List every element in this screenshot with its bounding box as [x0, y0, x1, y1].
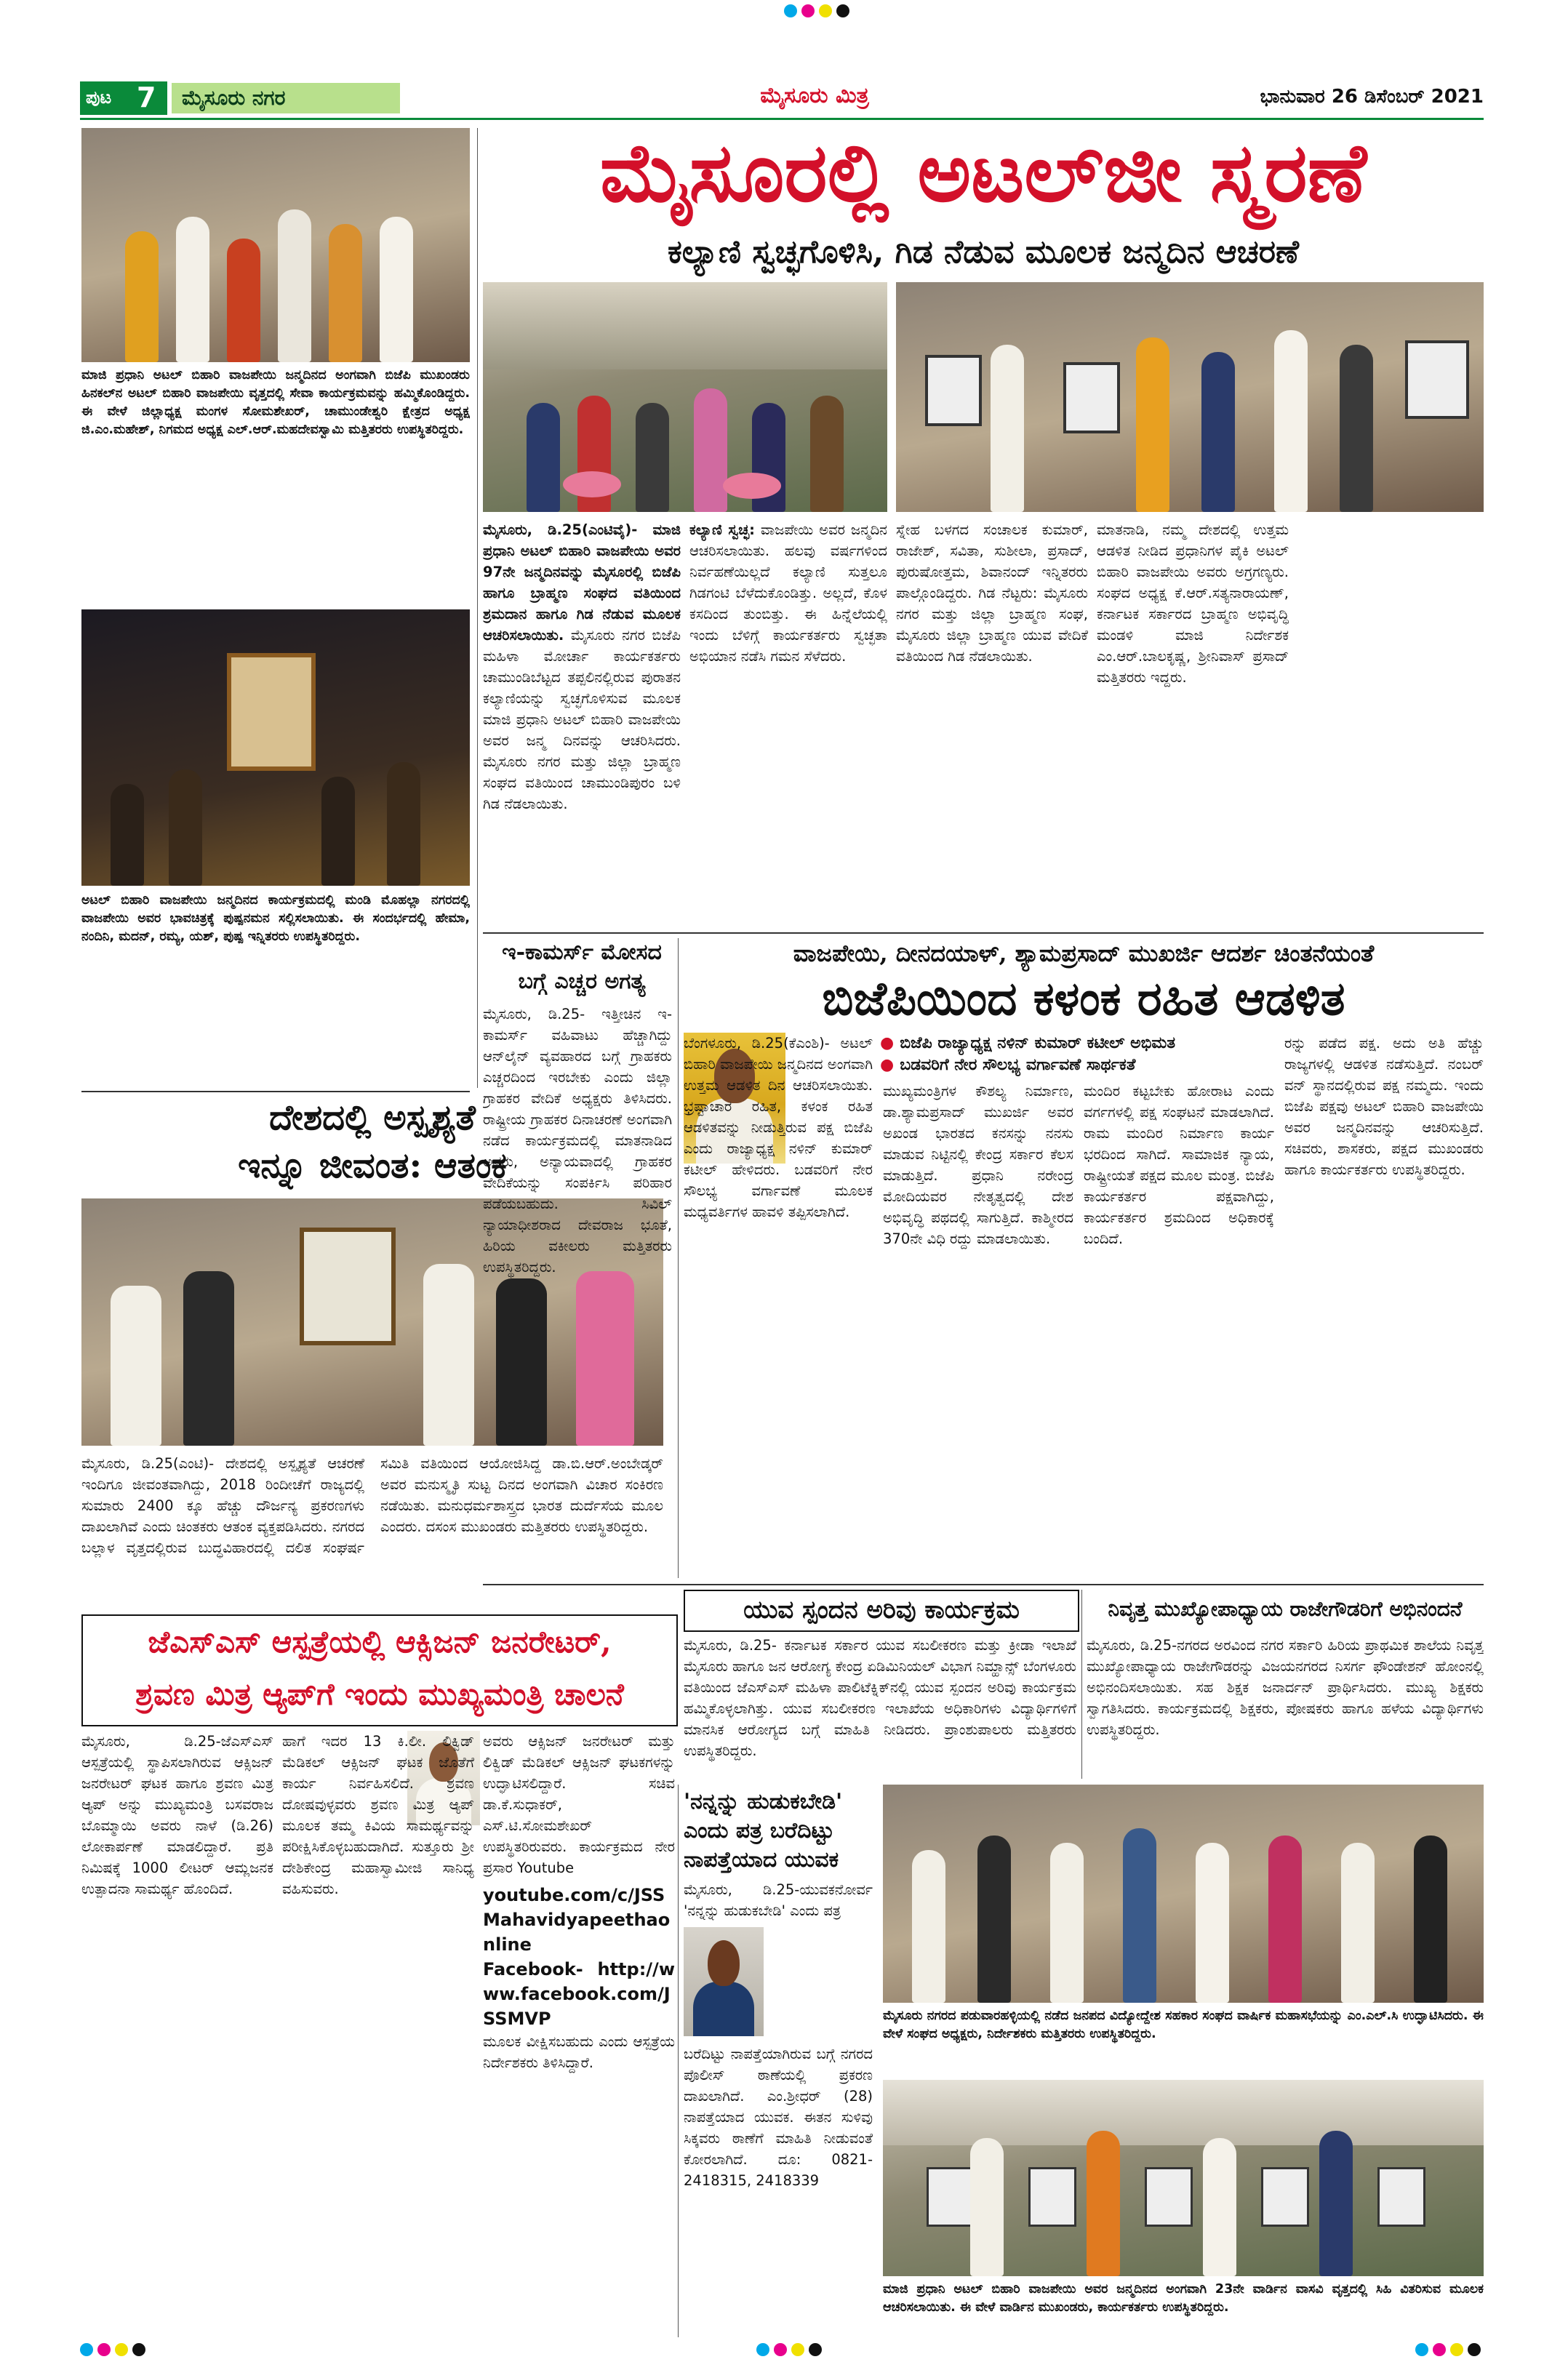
- registration-dot: [80, 2343, 93, 2356]
- lead-subhead: ಕಲ್ಯಾಣಿ ಸ್ವಚ್ಛಗೊಳಿಸಿ, ಗಿಡ ನೆಡುವ ಮೂಲಕ ಜನ್ಮದಿನ ಆಚರಣೆ: [667, 233, 1300, 271]
- jss-col-3: [483, 1731, 675, 2334]
- caption-right-1: ಮೈಸೂರು ನಗರದ ಪಡುವಾರಹಳ್ಳಿಯಲ್ಲಿ ನಡೆದ ಜನಪದ ವಿದ್ಯೋದ್ದೇಶ ಸಹಕಾರ ಸಂಘದ ವಾರ್ಷಿಕ ಮಹಾಸಭೆಯನ್ನು ಎಂ.ಎಲ್.ಸಿ ಉದ್ಘಾಟಿಸಿದರು. ಈ ವೇಳೆ ಸಂಘದ ಅಧ್ಯಕ್ಷರು, ನಿರ್ದೇಶಕರು ಮತ್ತಿತರರು ಉಪಸ್ಥಿತರಿದ್ದರು.: [883, 2009, 1484, 2041]
- bjp-kicker: ವಾಜಪೇಯಿ, ದೀನದಯಾಳ್, ಶ್ಯಾಮಪ್ರಸಾದ್ ಮುಖರ್ಜಿ ಆದರ್ಶ ಚಿಂತನೆಯಂತೆ: [793, 940, 1375, 967]
- divider: [483, 1584, 1484, 1585]
- jss-headline-2: ಶ್ರವಣ ಮಿತ್ರ ಆ್ಯಪ್‌ಗೆ ಇಂದು ಮುಖ್ಯಮಂತ್ರಿ ಚಾಲನೆ: [135, 1676, 624, 1712]
- article-youth: ಮೈಸೂರು, ಡಿ.25- ಕರ್ನಾಟಕ ಸರ್ಕಾರ ಯುವ ಸಬಲೀಕರಣ ಮತ್ತು ಕ್ರೀಡಾ ಇಲಾಖೆ ಮೈಸೂರು ಹಾಗೂ ಜನ ಆರೋಗ್ಯ ಕೇಂದ್ರ ಏಡಿಮಿನಿಯಲ್ ವಿಭಾಗ ನಿಮ್ಹಾನ್ಸ್ ಬೆಂಗಳೂರು ವತಿಯಿಂದ ಜೆಎಸ್‌ಎಸ್ ಮಹಿಳಾ ಪಾಲಿಟೆಕ್ನಿಕ್‌ನಲ್ಲಿ ಯುವ ಸ್ಪಂದನ ಅರಿವು ಕಾರ್ಯಕ್ರಮ ಹಮ್ಮಿಕೊಳ್ಳಲಾಗಿತ್ತು. ಯುವ ಸಬಲೀಕರಣ ಇಲಾಖೆಯ ಅಧಿಕಾರಿಗಳು ವಿದ್ಯಾರ್ಥಿಗಳಿಗೆ ಮಾನಸಿಕ ಆರೋಗ್ಯದ ಬಗ್ಗೆ ಮಾಹಿತಿ ನೀಡಿದರು. ಪ್ರಾಂಶುಪಾಲರು ಮತ್ತಿತರರು ಉಪಸ್ಥಿತರಿದ್ದರು.: [684, 1637, 1076, 1759]
- photo-tree-planting: [896, 282, 1484, 512]
- article-untouchability: ಮೈಸೂರು, ಡಿ.25(ಎಂಟಿ)- ದೇಶದಲ್ಲಿ ಅಸ್ಪೃಶ್ಯತೆ ಆಚರಣೆ ಇಂದಿಗೂ ಜೀವಂತವಾಗಿದ್ದು, 2018 ರಿಂದೀಚೆಗೆ ರಾಜ್ಯದಲ್ಲಿ ಸುಮಾರು 2400 ಕ್ಕೂ ಹೆಚ್ಚು ದೌರ್ಜನ್ಯ ಪ್ರಕರಣಗಳು ದಾಖಲಾಗಿವೆ ಎಂದು ಚಿಂತಕರು ಆತಂಕ ವ್ಯಕ್ತಪಡಿಸಿದರು. ನಗರದ ಬಲ್ಲಾಳ ವೃತ್ತದಲ್ಲಿರುವ ಬುದ್ಧವಿಹಾರದಲ್ಲಿ ದಲಿತ ಸಂಘರ್ಷ ಸಮಿತಿ ವತಿಯಿಂದ ಆಯೋಜಿಸಿದ್ದ ಡಾ.ಬಿ.ಆರ್.ಅಂಬೇಡ್ಕರ್ ಅವರ ಮನುಸ್ಮೃತಿ ಸುಟ್ಟ ದಿನದ ಅಂಗವಾಗಿ ವಿಚಾರ ಸಂಕಿರಣ ನಡೆಯಿತು. ಮನುಧರ್ಮಶಾಸ್ತ್ರದ ಭಾರತ ದುರ್ದೆಸೆಯ ಮೂಲ ಎಂದರು. ದಸಂಸ ಮುಖಂಡರು ಮತ್ತಿತರರು ಉಪಸ್ಥಿತರಿದ್ದರು.: [81, 1455, 663, 1556]
- missing-body: ಬರೆದಿಟ್ಟು ನಾಪತ್ತೆಯಾಗಿರುವ ಬಗ್ಗೆ ನಗರದ ಪೊಲೀಸ್ ಠಾಣೆಯಲ್ಲಿ ಪ್ರಕರಣ ದಾಖಲಾಗಿದೆ. ಎಂ.ಶ್ರೀಧರ್ (28) ನಾಪತ್ತೆಯಾದ ಯುವಕ. ಈತನ ಸುಳಿವು ಸಿಕ್ಕವರು ಠಾಣೆಗೆ ಮಾಹಿತಿ ನೀಡುವಂತೆ ಕೋರಲಾಗಿದೆ. ದೂ: 0821-2418315, 2418339: [684, 2046, 873, 2189]
- bjp-bullet-1: ● ಬಿಜೆಪಿ ರಾಜ್ಯಾಧ್ಯಕ್ಷ ನಳಿನ್ ಕುಮಾರ್ ಕಟೀಲ್ ಅಭಿಮತ: [880, 1033, 1484, 1054]
- issue-date: ಭಾನುವಾರ 26 ಡಿಸೆಂಬರ್ 2021: [1260, 86, 1484, 108]
- photo-night-vigil: [81, 609, 470, 886]
- page-label: ಪುಟ: [86, 87, 112, 108]
- paper-name: ಮೈಸೂರು ಮಿತ್ರ: [760, 83, 869, 108]
- divider: [483, 932, 1484, 934]
- article-ecommerce-text: ಮೈಸೂರು, ಡಿ.25- ಇತ್ತೀಚಿನ ಇ-ಕಾಮರ್ಸ್ ವಹಿವಾಟು ಹೆಚ್ಚಾಗಿದ್ದು ಆನ್‌ಲೈನ್ ವ್ಯವಹಾರದ ಬಗ್ಗೆ ಗ್ರಾಹಕರು ಎಚ್ಚರದಿಂದ ಇರಬೇಕು ಎಂದು ಜಿಲ್ಲಾ ಗ್ರಾಹಕರ ವೇದಿಕೆ ಅಧ್ಯಕ್ಷರು ತಿಳಿಸಿದರು. ರಾಷ್ಟ್ರೀಯ ಗ್ರಾಹಕರ ದಿನಾಚರಣೆ ಅಂಗವಾಗಿ ನಡೆದ ಕಾರ್ಯಕ್ರಮದಲ್ಲಿ ಮಾತನಾಡಿದ ಅವರು, ಅನ್ಯಾಯವಾದಲ್ಲಿ ಗ್ರಾಹಕರ ವೇದಿಕೆಯನ್ನು ಸಂಪರ್ಕಿಸಿ ಪರಿಹಾರ ಪಡೆಯಬಹುದು. ಸಿವಿಲ್ ನ್ಯಾಯಾಧೀಶರಾದ ದೇವರಾಜ ಭೂತೆ, ಹಿರಿಯ ವಕೀಲರು ಮತ್ತಿತರರು ಉಪಸ್ಥಿತರಿದ್ದರು.: [483, 1006, 672, 1276]
- registration-dot: [1415, 2343, 1428, 2356]
- jss-headline-box: [81, 1614, 678, 1726]
- headline-untouchability-2: ಇನ್ನೂ ಜೀವಂತ: ಆತಂಕ: [238, 1145, 507, 1186]
- lead-inline-heading: ಕಲ್ಯಾಣಿ ಸ್ವಚ್ಛ:: [689, 521, 755, 538]
- caption-right-2: ಮಾಜಿ ಪ್ರಧಾನಿ ಅಟಲ್ ಬಿಹಾರಿ ವಾಜಪೇಯಿ ಅವರ ಜನ್ಮದಿನದ ಅಂಗವಾಗಿ 23ನೇ ವಾರ್ಡಿನ ವಾಸವಿ ವೃತ್ತದಲ್ಲಿ ಸಿಹಿ ವಿತರಿಸುವ ಮೂಲಕ ಆಚರಿಸಲಾಯಿತು. ಈ ವೇಳೆ ವಾರ್ಡಿನ ಮುಖಂಡರು, ಕಾರ್ಯಕರ್ತರು ಉಪಸ್ಥಿತರಿದ್ದರು.: [883, 2282, 1484, 2315]
- photo-atal-tribute-group: [81, 128, 470, 362]
- bjp-col-1: ಬೆಂಗಳೂರು, ಡಿ.25(ಕೆಎಂಶಿ)- ಅಟಲ್ ಬಿಹಾರಿ ವಾಜಪೇಯಿ ಜನ್ಮದಿನದ ಅಂಗವಾಗಿ ಉತ್ತಮ ಆಡಳಿತ ದಿನ ಆಚರಿಸಲಾಯಿತು. ಭ್ರಷ್ಟಾಚಾರ ರಹಿತ, ಕಳಂಕ ರಹಿತ ಆಡಳಿತವನ್ನು ನೀಡುತ್ತಿರುವ ಪಕ್ಷ ಬಿಜೆಪಿ ಎಂದು ರಾಜ್ಯಾಧ್ಯಕ್ಷ ನಳಿನ್ ಕುಮಾರ್ ಕಟೀಲ್ ಹೇಳಿದರು. ಬಡವರಿಗೆ ನೇರ ಸೌಲಭ್ಯ ವರ್ಗಾವಣೆ ಮೂಲಕ ಮಧ್ಯವರ್ತಿಗಳ ಹಾವಳಿ ತಪ್ಪಿಸಲಾಗಿದೆ.: [684, 1035, 873, 1220]
- jss-col-2: ಹಾಗೆ ಇದರ 13 ಕಿ.ಲೀ. ಲಿಕ್ವಿಡ್ ಮೆಡಿಕಲ್ ಆಕ್ಸಿಜನ್ ಘಟಕ ಜೊತೆಗೆ ಕಾರ್ಯ ನಿರ್ವಹಿಸಲಿದೆ. ಶ್ರವಣ ದೋಷವುಳ್ಳವರು ಶ್ರವಣ ಮಿತ್ರ ಆ್ಯಪ್ ಮೂಲಕ ತಮ್ಮ ಕಿವಿಯ ಸಾಮರ್ಥ್ಯವನ್ನು ಪರೀಕ್ಷಿಸಿಕೊಳ್ಳಬಹುದಾಗಿದೆ. ಸುತ್ತೂರು ಶ್ರೀ ದೇಶಿಕೇಂದ್ರ ಮಹಾಸ್ವಾಮೀಜಿ ಸಾನಿಧ್ಯ ವಹಿಸುವರು.: [282, 1733, 474, 1897]
- registration-dot: [791, 2343, 804, 2356]
- bjp-col-3: ಮಂದಿರ ಕಟ್ಟಬೇಕು ಹೋರಾಟ ಎಂದು ವರ್ಗಗಳಲ್ಲಿ ಪಕ್ಷ ಸಂಘಟನೆ ಮಾಡಲಾಗಿದೆ. ರಾಮ ಮಂದಿರ ನಿರ್ಮಾಣ ಕಾರ್ಯ ಭರದಿಂದ ಸಾಗಿದೆ. ಸಾಮಾಜಿಕ ನ್ಯಾಯ, ರಾಷ್ಟ್ರೀಯತೆ ಪಕ್ಷದ ಮೂಲ ಮಂತ್ರ. ಬಿಜೆಪಿ ಕಾರ್ಯಕರ್ತರ ಪಕ್ಷವಾಗಿದ್ದು, ಕಾರ್ಯಕರ್ತರ ಶ್ರಮದಿಂದ ಅಧಿಕಾರಕ್ಕೆ ಬಂದಿದೆ.: [1084, 1083, 1274, 1247]
- divider: [678, 1785, 679, 2337]
- registration-dot: [809, 2343, 822, 2356]
- photo-vasavi-circle: [883, 2080, 1484, 2276]
- section-title: ಮೈಸೂರು ನಗರ: [172, 83, 400, 113]
- photo-cooperative-meeting: [883, 1785, 1484, 2003]
- masthead: [80, 81, 1484, 115]
- jss-col-3-text: ಅವರು ಆಕ್ಸಿಜನ್ ಜನರೇಟರ್ ಮತ್ತು ಲಿಕ್ವಿಡ್ ಮೆಡಿಕಲ್ ಆಕ್ಸಿಜನ್ ಘಟಕಗಳನ್ನು ಉದ್ಘಾಟಿಸಲಿದ್ದಾರೆ. ಸಚಿವ ಡಾ.ಕೆ.ಸುಧಾಕರ್, ಎಸ್.ಟಿ.ಸೋಮಶೇಖರ್ ಉಪಸ್ಥಿತರಿರುವರು. ಕಾರ್ಯಕ್ರಮದ ನೇರ ಪ್ರಸಾರ Youtube: [483, 1733, 675, 1876]
- caption-left-2: ಅಟಲ್ ಬಿಹಾರಿ ವಾಜಪೇಯಿ ಜನ್ಮದಿನದ ಕಾರ್ಯಕ್ರಮದಲ್ಲಿ ಮಂಡಿ ಮೊಹಲ್ಲಾ ನಗರದಲ್ಲಿ ವಾಜಪೇಯಿ ಅವರ ಭಾವಚಿತ್ರಕ್ಕೆ ಪುಷ್ಪನಮನ ಸಲ್ಲಿಸಲಾಯಿತು. ಈ ಸಂದರ್ಭದಲ್ಲಿ ಹೇಮಾ, ನಂದಿನಿ, ಮದನ್, ರಮ್ಯ, ಯಶ್, ಪುಷ್ಪ ಇನ್ನಿತರರು ಉಪಸ್ಥಿತರಿದ್ದರು.: [81, 893, 470, 944]
- headline-ecommerce-2: ಬಗ್ಗೆ ಎಚ್ಚರ ಅಗತ್ಯ: [518, 969, 646, 994]
- headline-untouchability-1: ದೇಶದಲ್ಲಿ ಅಸ್ಪೃಶ್ಯತೆ: [269, 1097, 476, 1138]
- photo-kalyani-cleaning: [483, 282, 887, 512]
- headline-ecommerce-1: ಇ-ಕಾಮರ್ಸ್ ಮೋಸದ: [502, 940, 662, 965]
- jss-facebook-link[interactable]: Facebook- http://www.facebook.com/JSSMVP: [483, 1959, 675, 2029]
- lead-col-4: ಮಾತನಾಡಿ, ನಮ್ಮ ದೇಶದಲ್ಲಿ ಉತ್ತಮ ಆಡಳಿತ ನೀಡಿದ ಪ್ರಧಾನಿಗಳ ಪೈಕಿ ಅಟಲ್ ಬಿಹಾರಿ ವಾಜಪೇಯಿ ಅವರು ಅಗ್ರಗಣ್ಯರು. ಸಂಘದ ಅಧ್ಯಕ್ಷ ಕೆ.ಆರ್.ಸತ್ಯನಾರಾಯಣ್, ಕರ್ನಾಟಕ ಸರ್ಕಾರದ ಬ್ರಾಹ್ಮಣ ಅಭಿವೃದ್ಧಿ ಮಂಡಳಿ ಮಾಜಿ ನಿರ್ದೇಶಕ ಎಂ.ಆರ್.ಬಾಲಕೃಷ್ಣ, ಶ್ರೀನಿವಾಸ್ ಪ್ರಸಾದ್ ಮತ್ತಿತರರು ಇದ್ದರು.: [1097, 521, 1289, 686]
- lead-col-2: [689, 519, 887, 926]
- registration-dot: [774, 2343, 787, 2356]
- youth-headline: ಯುವ ಸ್ಪಂದನ ಅರಿವು ಕಾರ್ಯಕ್ರಮ: [743, 1596, 1020, 1625]
- youth-headline-box: [684, 1590, 1079, 1632]
- registration-dot: [756, 2343, 769, 2356]
- registration-dot: [132, 2343, 145, 2356]
- missing-body-top: ಮೈಸೂರು, ಡಿ.25-ಯುವಕನೋರ್ವ 'ನನ್ನನ್ನು ಹುಡುಕಬೇಡಿ' ಎಂದು ಪತ್ರ: [684, 1881, 873, 1919]
- caption-left-1: ಮಾಜಿ ಪ್ರಧಾನಿ ಅಟಲ್ ಬಿಹಾರಿ ವಾಜಪೇಯಿ ಜನ್ಮದಿನದ ಅಂಗವಾಗಿ ಬಿಜೆಪಿ ಮುಖಂಡರು ಹಿನಕಲ್‌ನ ಅಟಲ್ ಬಿಹಾರಿ ವಾಜಪೇಯಿ ವೃತ್ತದಲ್ಲಿ ಸೇವಾ ಕಾರ್ಯಕ್ರಮವನ್ನು ಹಮ್ಮಿಕೊಂಡಿದ್ದರು. ಈ ವೇಳೆ ಜಿಲ್ಲಾಧ್ಯಕ್ಷ ಮಂಗಳ ಸೋಮಶೇಖರ್, ಚಾಮುಂಡೇಶ್ವರಿ ಕ್ಷೇತ್ರದ ಅಧ್ಯಕ್ಷ ಜಿ.ಎಂ.ಮಹೇಶ್, ನಿಗಮದ ಅಧ್ಯಕ್ಷ ಎಲ್.ಆರ್.ಮಹದೇವಸ್ವಾಮಿ ಮತ್ತಿತರರು ಉಪಸ್ಥಿತರಿದ್ದರು.: [81, 368, 470, 437]
- lead-body-2: ವಾಜಪೇಯಿ ಅವರ ಜನ್ಮದಿನ ಆಚರಿಸಲಾಯಿತು. ಹಲವು ವರ್ಷಗಳಿಂದ ನಿರ್ವಹಣೆಯಿಲ್ಲದೆ ಕಲ್ಯಾಣಿ ಸುತ್ತಲೂ ಗಿಡಗಂಟಿ ಬೆಳೆದುಕೊಂಡಿತ್ತು. ಅಲ್ಲದೆ, ಕೊಳ ಕಸದಿಂದ ತುಂಬಿತ್ತು. ಈ ಹಿನ್ನೆಲೆಯಲ್ಲಿ ಇಂದು ಬೆಳಿಗ್ಗೆ ಕಾರ್ಯಕರ್ತರು ಸ್ವಚ್ಛತಾ ಅಭಿಯಾನ ನಡೆಸಿ ಗಮನ ಸೆಳೆದರು.: [689, 521, 887, 665]
- lead-col-3: ಸ್ನೇಹ ಬಳಗದ ಸಂಚಾಲಕ ಕುಮಾರ್, ರಾಜೇಶ್, ಸವಿತಾ, ಸುಶೀಲಾ, ಪ್ರಸಾದ್, ಪುರುಷೋತ್ತಮ, ಶಿವಾನಂದ್ ಇನ್ನಿತರರು ಪಾಲ್ಗೊಂಡಿದ್ದರು. ಗಿಡ ನೆಟ್ಟರು: ಮೈಸೂರು ನಗರ ಮತ್ತು ಜಿಲ್ಲಾ ಬ್ರಾಹ್ಮಣ ಸಂಘ, ಮೈಸೂರು ಜಿಲ್ಲಾ ಬ್ರಾಹ್ಮಣ ಯುವ ವೇದಿಕೆ ವತಿಯಿಂದ ಗಿಡ ನೆಡಲಾಯಿತು.: [896, 521, 1088, 665]
- divider: [1081, 1590, 1082, 1779]
- jss-youtube-link[interactable]: youtube.com/c/JSSMahavidyapeethaonline: [483, 1885, 671, 1955]
- registration-dot: [1450, 2343, 1463, 2356]
- lead-body-1: ಮೈಸೂರು ನಗರ ಬಿಜೆಪಿ ಮಹಿಳಾ ಮೋರ್ಚಾ ಕಾರ್ಯಕರ್ತರು ಚಾಮುಂಡಿಬೆಟ್ಟದ ತಪ್ಪಲಿನಲ್ಲಿರುವ ಪುರಾತನ ಕಲ್ಯಾಣಿಯನ್ನು ಸ್ವಚ್ಛಗೊಳಿಸುವ ಮೂಲಕ ಮಾಜಿ ಪ್ರಧಾನಿ ಅಟಲ್ ಬಿಹಾರಿ ವಾಜಪೇಯಿ ಅವರ ಜನ್ಮ ದಿನವನ್ನು ಆಚರಿಸಿದರು. ಮೈಸೂರು ನಗರ ಮತ್ತು ಜಿಲ್ಲಾ ಬ್ರಾಹ್ಮಣ ಸಂಘದ ವತಿಯಿಂದ ಚಾಮುಂಡಿಪುರಂ ಬಳಿ ಗಿಡ ನೆಡಲಾಯಿತು.: [483, 627, 681, 812]
- bjp-col-2: ಮುಖ್ಯಮಂತ್ರಿಗಳ ಕೌಶಲ್ಯ ನಿರ್ಮಾಣ, ಡಾ.ಶ್ಯಾಮಪ್ರಸಾದ್ ಮುಖರ್ಜಿ ಅವರ ಅಖಂಡ ಭಾರತದ ಕನಸನ್ನು ನನಸು ಮಾಡುವ ನಿಟ್ಟಿನಲ್ಲಿ ಕೇಂದ್ರ ಸರ್ಕಾರ ಕೆಲಸ ಮಾಡುತ್ತಿದೆ. ಪ್ರಧಾನಿ ನರೇಂದ್ರ ಮೋದಿಯವರ ನೇತೃತ್ವದಲ್ಲಿ ದೇಶ ಅಭಿವೃದ್ಧಿ ಪಥದಲ್ಲಿ ಸಾಗುತ್ತಿದೆ. ಕಾಶ್ಮೀರದ 370ನೇ ವಿಧಿ ರದ್ದು ಮಾಡಲಾಯಿತು.: [883, 1083, 1073, 1247]
- divider: [678, 938, 679, 1578]
- jss-col-3-tail: ಮೂಲಕ ವೀಕ್ಷಿಸಬಹುದು ಎಂದು ಆಸ್ಪತ್ರೆಯ ನಿರ್ದೇಶಕರು ತಿಳಿಸಿದ್ದಾರೆ.: [483, 2033, 675, 2071]
- missing-headline-1: 'ನನ್ನನ್ನು ಹುಡುಕಬೇಡಿ': [684, 1789, 843, 1814]
- registration-dot: [819, 4, 832, 17]
- masthead-rule: [80, 118, 1484, 120]
- page-number-box: [80, 81, 167, 115]
- retired-headline: ನಿವೃತ್ತ ಮುಖ್ಯೋಪಾಧ್ಯಾಯ ರಾಜೇಗೌಡರಿಗೆ ಅಭಿನಂದನೆ: [1108, 1597, 1463, 1621]
- registration-dot: [115, 2343, 128, 2356]
- jss-col-1: ಮೈಸೂರು, ಡಿ.25-ಜೆಎಸ್‌ಎಸ್ ಆಸ್ಪತ್ರೆಯಲ್ಲಿ ಸ್ಥಾಪಿಸಲಾಗಿರುವ ಆಕ್ಸಿಜನ್ ಜನರೇಟರ್ ಘಟಕ ಹಾಗೂ ಶ್ರವಣ ಮಿತ್ರ ಆ್ಯಪ್ ಅನ್ನು ಮುಖ್ಯಮಂತ್ರಿ ಬಸವರಾಜ ಬೊಮ್ಮಾಯಿ ಅವರು ನಾಳೆ (ಡಿ.26) ಲೋಕಾರ್ಪಣೆ ಮಾಡಲಿದ್ದಾರೆ. ಪ್ರತಿ ನಿಮಿಷಕ್ಕೆ 1000 ಲೀಟರ್ ಆಮ್ಲಜನಕ ಉತ್ಪಾದನಾ ಸಾಮರ್ಥ್ಯ ಹೊಂದಿದೆ.: [81, 1733, 273, 1897]
- divider: [477, 128, 478, 1088]
- bjp-col-4: ರನ್ನು ಪಡೆದ ಪಕ್ಷ. ಅದು ಅತಿ ಹೆಚ್ಚು ರಾಜ್ಯಗಳಲ್ಲಿ ಆಡಳಿತ ನಡೆಸುತ್ತಿದೆ. ನಂಬರ್ ವನ್ ಸ್ಥಾನದಲ್ಲಿರುವ ಪಕ್ಷ ನಮ್ಮದು. ಇಂದು ಬಿಜೆಪಿ ಪಕ್ಷವು ಅಟಲ್ ಬಿಹಾರಿ ವಾಜಪೇಯಿ ಅವರ ಜನ್ಮದಿನವನ್ನು ಆಚರಿಸುತ್ತಿದೆ. ಸಚಿವರು, ಶಾಸಕರು, ಪಕ್ಷದ ಮುಖಂಡರು ಹಾಗೂ ಕಾರ್ಯಕರ್ತರು ಉಪಸ್ಥಿತರಿದ್ದರು.: [1284, 1035, 1484, 1178]
- missing-headline-3: ನಾಪತ್ತೆಯಾದ ಯುವಕ: [684, 1847, 839, 1873]
- registration-dot: [801, 4, 815, 17]
- page-number: 7: [137, 81, 156, 113]
- divider: [81, 1091, 470, 1092]
- lead-col-5: [1297, 519, 1484, 926]
- photo-missing-youth: [684, 1927, 764, 2036]
- lead-col-1: [483, 519, 681, 926]
- lead-headline: ಮೈಸೂರಲ್ಲಿ ಅಟಲ್‌ಜೀ ಸ್ಮರಣೆ: [599, 125, 1367, 220]
- registration-dot: [1468, 2343, 1481, 2356]
- registration-dot: [784, 4, 797, 17]
- registration-dot: [1433, 2343, 1446, 2356]
- registration-dot: [97, 2343, 111, 2356]
- missing-headline-2: ಎಂದು ಪತ್ರ ಬರೆದಿಟ್ಟು: [684, 1818, 834, 1843]
- bjp-headline: ಬಿಜೆಪಿಯಿಂದ ಕಳಂಕ ರಹಿತ ಆಡಳಿತ: [822, 972, 1345, 1026]
- article-retired: ಮೈಸೂರು, ಡಿ.25-ನಗರದ ಅರವಿಂದ ನಗರ ಸರ್ಕಾರಿ ಹಿರಿಯ ಪ್ರಾಥಮಿಕ ಶಾಲೆಯ ನಿವೃತ್ತ ಮುಖ್ಯೋಪಾಧ್ಯಾಯ ರಾಜೇಗೌಡರನ್ನು ವಿಜಯನಗರದ ನಿಸರ್ಗ ಫೌಂಡೇಶನ್ ಹೋಂನಲ್ಲಿ ಅಭಿನಂದಿಸಲಾಯಿತು. ಸಹ ಶಿಕ್ಷಕ ಜನಾರ್ದನ್ ಪ್ರಾರ್ಥಿಸಿದರು. ಮುಖ್ಯ ಶಿಕ್ಷಕರು ಸ್ವಾಗತಿಸಿದರು. ಕಾರ್ಯಕ್ರಮದಲ್ಲಿ ಶಿಕ್ಷಕರು, ಪೋಷಕರು ಹಾಗೂ ಹಳೆಯ ವಿದ್ಯಾರ್ಥಿಗಳು ಉಪಸ್ಥಿತರಿದ್ದರು.: [1087, 1637, 1484, 1738]
- registration-dot: [836, 4, 849, 17]
- lead-dateline: ಮೈಸೂರು, ಡಿ.25(ಎಂಟಿವೈ)- ಮಾಜಿ ಪ್ರಧಾನಿ ಅಟಲ್ ಬಿಹಾರಿ ವಾಜಪೇಯಿ ಅವರ 97ನೇ ಜನ್ಮದಿನವನ್ನು ಮೈಸೂರಲ್ಲಿ ಬಿಜೆಪಿ ಹಾಗೂ ಬ್ರಾಹ್ಮಣ ಸಂಘದ ವತಿಯಿಂದ ಶ್ರಮದಾನ ಹಾಗೂ ಗಿಡ ನೆಡುವ ಮೂಲಕ ಆಚರಿಸಲಾಯಿತು.: [483, 521, 681, 644]
- bjp-bullet-2: ● ಬಡವರಿಗೆ ನೇರ ಸೌಲಭ್ಯ ವರ್ಗಾವಣೆ ಸಾರ್ಥಕತೆ: [880, 1054, 1484, 1076]
- jss-headline-1: ಜೆಎಸ್‌ಎಸ್ ಆಸ್ಪತ್ರೆಯಲ್ಲಿ ಆಕ್ಸಿಜನ್ ಜನರೇಟರ್,: [148, 1624, 612, 1660]
